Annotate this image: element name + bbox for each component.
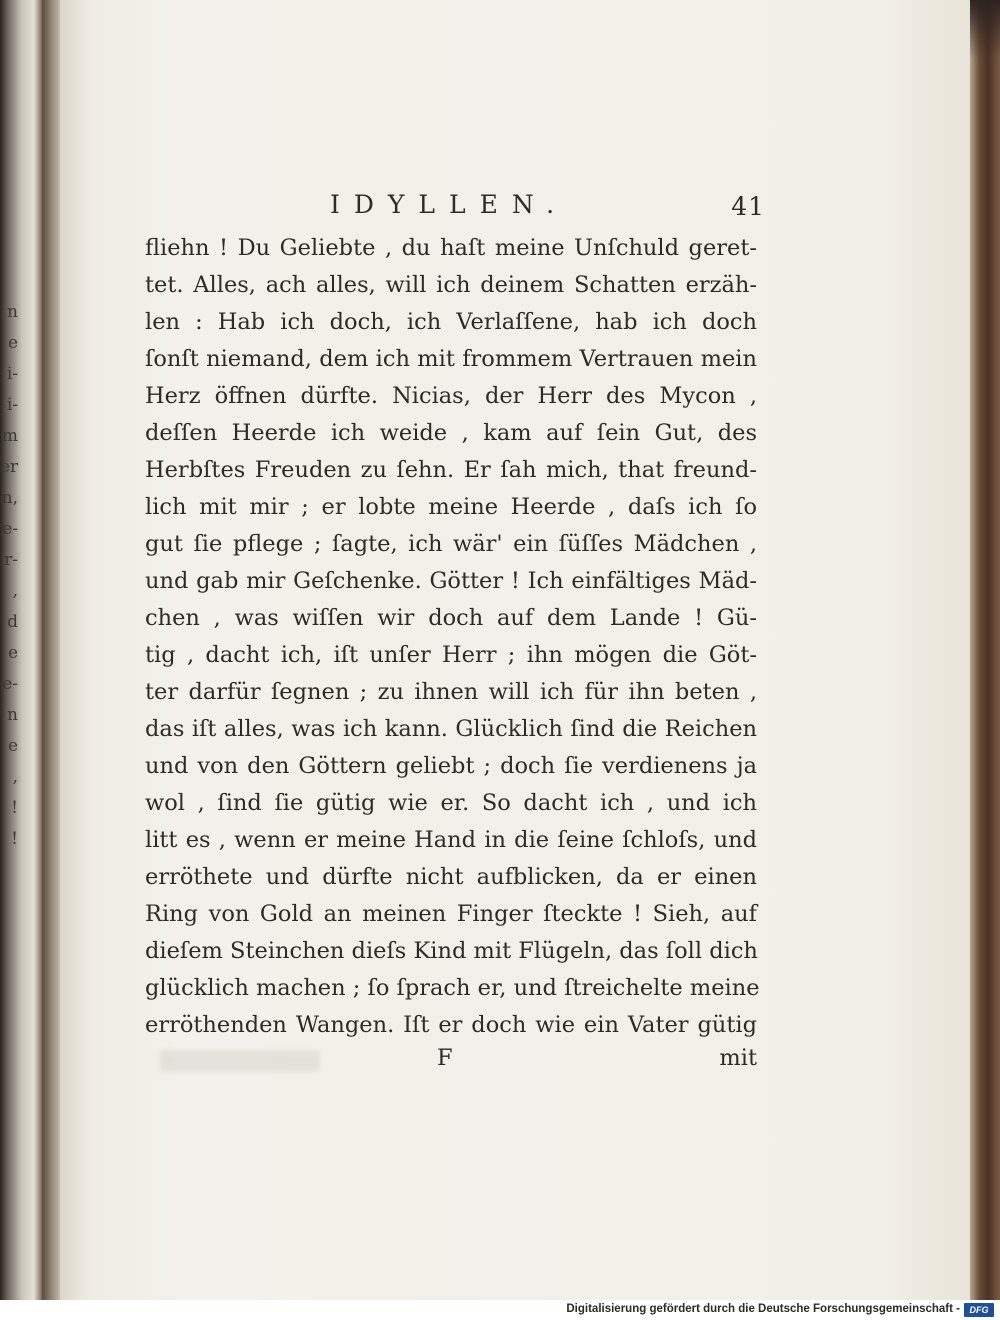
text-line: Herbſtes Freuden zu ſehn. Er ſah mich, that freund- — [145, 457, 757, 483]
catchword: mit — [719, 1045, 757, 1071]
page-number: 41 — [731, 192, 765, 221]
margin-fragment: er — [0, 457, 19, 477]
margin-fragment: i- — [6, 395, 18, 415]
body-text — [145, 230, 760, 1044]
margin-fragment: n — [7, 302, 18, 322]
margin-fragment: m — [1, 426, 18, 446]
funding-credit: Digitalisierung gefördert durch die Deutsche Forschungsgemeinschaft - — [566, 1303, 960, 1315]
text-line: wol , ſind ſie gütig wie er. So dacht ich , und ich — [145, 790, 757, 816]
text-line: chen , was wiſſen wir doch auf dem Lande ! Gü- — [145, 605, 757, 631]
text-line: ſonſt niemand, dem ich mit frommem Vertrauen mein — [145, 346, 757, 372]
text-line: das iſt alles, was ich kann. Glücklich ſind die Reichen — [145, 716, 757, 742]
text-line: Ring von Gold an meinen Finger ſteckte ! Sieh, auf — [145, 901, 757, 927]
text-line: len : Hab ich doch, ich Verlaſſene, hab ich doch — [145, 309, 757, 335]
margin-fragment: n — [7, 705, 18, 725]
page-header — [145, 190, 765, 226]
margin-fragment: , — [12, 767, 18, 787]
text-line: gut ſie pflege ; ſagte, ich wär' ein ſüſſes Mädchen , — [145, 531, 757, 557]
book-cover-edge — [970, 0, 1000, 1300]
text-line: tig , dacht ich, iſt unſer Herr ; ihn mögen die Göt- — [145, 642, 757, 668]
text-line: fliehn ! Du Geliebte , du haſt meine Unſchuld geret- — [145, 235, 757, 261]
margin-fragment: n, — [1, 488, 18, 508]
text-line: Herz öffnen dürfte. Nicias, der Herr des Mycon , — [145, 383, 757, 409]
margin-fragment: d — [7, 612, 18, 632]
margin-fragment: e — [7, 333, 18, 353]
text-line: erröthete und dürfte nicht aufblicken, da er einen — [145, 864, 757, 890]
margin-fragment: ! — [11, 829, 18, 849]
margin-fragment: e — [7, 643, 18, 663]
text-line: litt es , wenn er meine Hand in die ſeine ſchloſs, und — [145, 827, 757, 853]
text-line: dieſem Steinchen dieſs Kind mit Flügeln, das ſoll dich — [145, 938, 758, 964]
text-line: und gab mir Geſchenke. Götter ! Ich einfältiges Mäd- — [145, 568, 757, 594]
margin-fragment: i- — [6, 364, 18, 384]
text-line: und von den Göttern geliebt ; doch ſie verdienens ja — [145, 753, 757, 779]
text-line: deſſen Heerde ich weide , kam auf ſein Gut, des — [145, 420, 757, 446]
margin-fragment: e- — [2, 519, 18, 539]
text-line: tet. Alles, ach alles, will ich deinem Schatten erzäh- — [145, 272, 757, 298]
credit-bar — [0, 1300, 1000, 1320]
facing-page-edge — [0, 0, 42, 1300]
margin-fragment: r- — [4, 550, 18, 570]
margin-fragment: e — [7, 736, 18, 756]
text-line: ter darfür ſegnen ; zu ihnen will ich für ihn beten , — [145, 679, 757, 705]
dfg-logo: DFG — [964, 1303, 994, 1317]
text-line: lich mit mir ; er lobte meine Heerde , daſs ich ſo — [145, 494, 757, 520]
text-line: erröthenden Wangen. Iſt er doch wie ein Vater gütig — [145, 1012, 757, 1038]
running-title: IDYLLEN. — [330, 190, 569, 219]
facing-page-margin-text — [0, 300, 20, 858]
margin-fragment: ! — [11, 798, 18, 818]
margin-fragment: , — [12, 581, 18, 601]
margin-fragment: e- — [2, 674, 18, 694]
page-footer — [145, 1040, 757, 1077]
text-line: glücklich machen ; ſo ſprach er, und ſtreichelte meine — [145, 975, 760, 1001]
signature-mark: F — [437, 1045, 453, 1071]
